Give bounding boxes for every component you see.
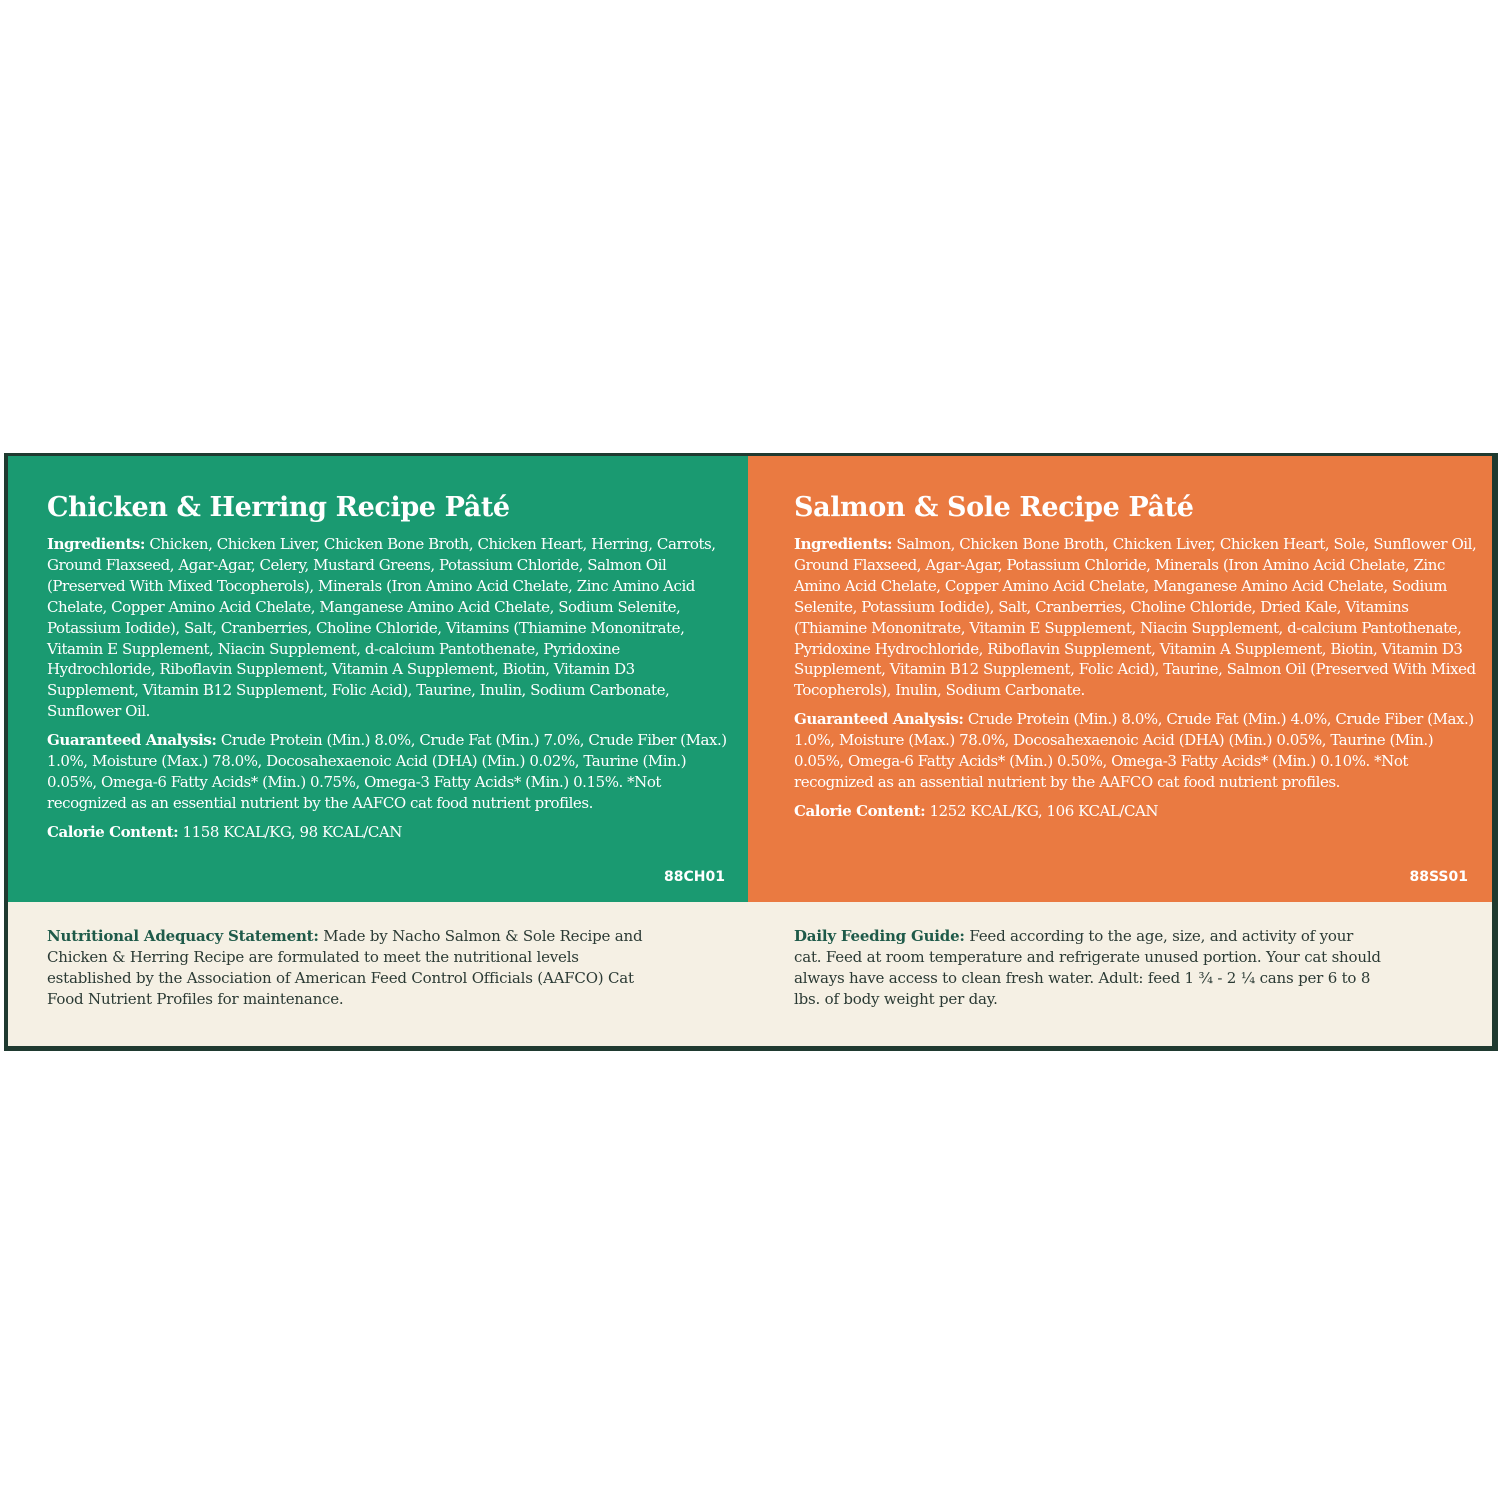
calorie-label: Calorie Content: (47, 822, 179, 841)
analysis-text: Crude Protein (Min.) 8.0%, Crude Fat (Min.) 4.0%, Crude Fiber (Max.) 1.0%, Moisture (Max.) 78.0%, Docosahexaenoic Acid (DHA) (Min.) 0.05%, Taurine (Min.) 0.05%, Omega-6 Fatty Acids* (Min.) 0.50%, Omega-3 Fatty Acids* (Min.) 0.10%. *Not recognized as an assential nutrient by the AAFCO cat food nutrient profiles. (794, 710, 1474, 791)
chicken-herring-title: Chicken & Herring Recipe Pâté (47, 492, 510, 523)
analysis-label: Guaranteed Analysis: (47, 731, 217, 750)
calorie-text: 1158 KCAL/KG, 98 KCAL/CAN (178, 822, 402, 841)
ingredients-label: Ingredients: (47, 535, 146, 553)
statements-band (8, 902, 1492, 1046)
salmon-sole-calories (794, 801, 1484, 822)
calorie-text: 1252 KCAL/KG, 106 KCAL/CAN (925, 801, 1159, 820)
analysis-text: Crude Protein (Min.) 8.0%, Crude Fat (Min.) 7.0%, Crude Fiber (Max.) 1.0%, Moisture (Max.) 78.0%, Docosahexaenoic Acid (DHA) (Min.) 0.02%, Taurine (Min.) 0.05%, Omega-6 Fatty Acids* (Min.) 0.75%, Omega-3 Fatty Acids* (Min.) 0.15%. *Not recognized as an essential nutrient by the AAFCO cat food nutrient profiles. (47, 731, 727, 812)
product-code: 88SS01 (1409, 869, 1468, 885)
salmon-sole-analysis (794, 709, 1484, 793)
nutritional-adequacy-statement (47, 926, 647, 1010)
analysis-label: Guaranteed Analysis: (794, 710, 964, 729)
feeding-label: Daily Feeding Guide: (794, 927, 965, 945)
salmon-sole-ingredients (794, 534, 1484, 701)
salmon-sole-details (794, 534, 1484, 830)
salmon-sole-title: Salmon & Sole Recipe Pâté (794, 492, 1194, 523)
chicken-herring-analysis (47, 730, 727, 814)
ingredients-label: Ingredients: (794, 535, 893, 553)
ingredients-text: Salmon, Chicken Bone Broth, Chicken Liver, Chicken Heart, Sole, Sunflower Oil, Ground Flaxseed, Agar-Agar, Potassium Chloride, Minerals (Iron Amino Acid Chelate, Zinc Amino Acid Chelate, Copper Amino Acid Chelate, Manganese Amino Acid Chelate, Sodium Selenite, Potassium Iodide), Salt, Cranberries, Choline Chloride, Dried Kale, Vitamins (Thiamine Mononitrate, Vitamin E Supplement, Niacin Supplement, d-calcium Pantothenate, Pyridoxine Hydrochloride, Riboflavin Supplement, Vitamin A Supplement, Biotin, Vitamin D3 Supplement, Vitamin B12 Supplement, Folic Acid), Taurine, Salmon Oil (Preserved With Mixed Tocopherols), Inulin, Sodium Carbonate. (794, 535, 1477, 700)
chicken-herring-ingredients (47, 534, 727, 722)
adequacy-text: Made by Nacho Salmon & Sole Recipe and Chicken & Herring Recipe are formulated to meet the nutritional levels established by the Association of American Feed Control Officials (AAFCO) Cat Food Nutrient Profiles for maintenance. (47, 927, 643, 1008)
chicken-herring-details (47, 534, 727, 851)
chicken-herring-panel (8, 456, 748, 902)
product-code: 88CH01 (664, 869, 725, 885)
salmon-sole-panel (748, 456, 1492, 902)
calorie-label: Calorie Content: (794, 801, 926, 820)
product-label (8, 456, 1492, 1046)
feeding-text: Feed according to the age, size, and activity of your cat. Feed at room temperature and refrigerate unused portion. Your cat should always have access to clean fresh water. Adult: feed 1 ¾ - 2 ¼ cans per 6 to 8 lbs. of body weight per day. (794, 927, 1381, 1008)
chicken-herring-calories (47, 822, 727, 843)
ingredients-text: Chicken, Chicken Liver, Chicken Bone Broth, Chicken Heart, Herring, Carrots, Ground Flaxseed, Agar-Agar, Celery, Mustard Greens, Potassium Chloride, Salmon Oil (Preserved With Mixed Tocopherols), Minerals (Iron Amino Acid Chelate, Zinc Amino Acid Chelate, Copper Amino Acid Chelate, Manganese Amino Acid Chelate, Sodium Selenite, Potassium Iodide), Salt, Cranberries, Choline Chloride, Vitamins (Thiamine Mononitrate, Vitamin E Supplement, Niacin Supplement, d-calcium Pantothenate, Pyridoxine Hydrochloride, Riboflavin Supplement, Vitamin A Supplement, Biotin, Vitamin D3 Supplement, Vitamin B12 Supplement, Folic Acid), Taurine, Inulin, Sodium Carbonate, Sunflower Oil. (47, 535, 716, 721)
adequacy-label: Nutritional Adequacy Statement: (47, 927, 319, 945)
daily-feeding-guide (794, 926, 1384, 1010)
